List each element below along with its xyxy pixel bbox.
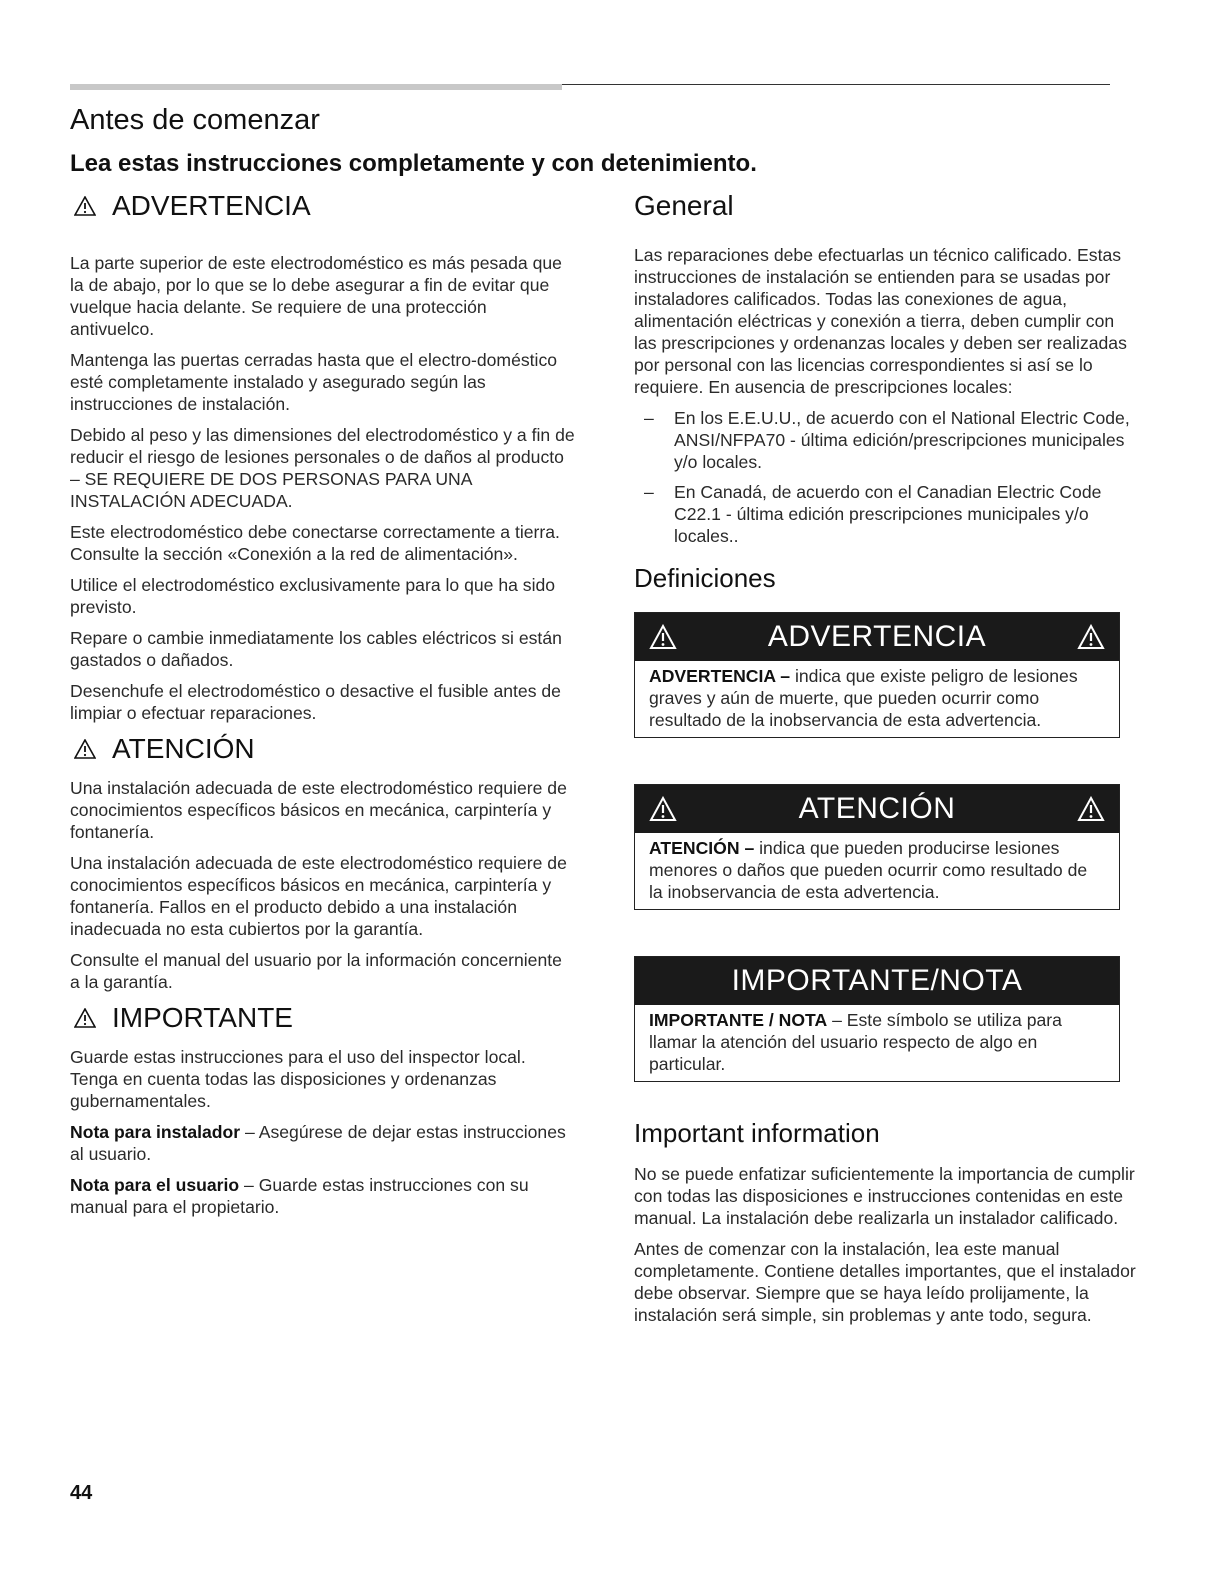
warning-triangle-icon <box>1077 796 1105 822</box>
page-number: 44 <box>70 1482 93 1504</box>
advertencia-paragraph: Mantenga las puertas cerradas hasta que el electro-doméstico esté completamente instalado y asegurado según las instrucciones de instalación. <box>70 350 558 414</box>
definition-box-advertencia <box>634 612 1120 738</box>
definition-box-importante <box>634 956 1120 1082</box>
advertencia-paragraph: Debido al peso y las dimensiones del electrodoméstico y a fin de reducir el riesgo de lesiones personales o de daños al producto – SE REQUIERE DE DOS PERSONAS PARA UNA INSTALACIÓN ADECUADA. <box>70 425 575 511</box>
definition-body <box>635 661 1119 737</box>
atencion-paragraph: Una instalación adecuada de este electrodoméstico requiere de conocimientos específicos básicos en mecánica, carpintería y fontanería. Fallos en el producto debido a una instalación inadecuada no esta cubiertos por la garantía. <box>70 853 567 939</box>
list-item: – En Canadá, de acuerdo con el Canadian Electric Code C22.1 - última edición prescripciones municipales y/o locales.. <box>634 481 1139 547</box>
list-item: – En los E.E.U.U., de acuerdo con el National Electric Code, ANSI/NFPA70 - última edición/prescripciones municipales y/o locales. <box>634 407 1139 473</box>
note-installer-label: Nota para instalador <box>70 1122 241 1142</box>
atencion-heading <box>70 733 575 765</box>
definition-text: indica que existe peligro de lesiones graves y aún de muerte, que pueden ocurrir como resultado de la inobservancia de esta advertencia. <box>649 666 1078 730</box>
warning-triangle-icon <box>1077 624 1105 650</box>
advertencia-heading <box>70 190 575 222</box>
importante-heading-text: IMPORTANTE <box>112 1002 293 1033</box>
atencion-paragraph: Una instalación adecuada de este electrodoméstico requiere de conocimientos específicos básicos en mecánica, carpintería y fontanería. <box>70 778 567 842</box>
definition-banner <box>635 785 1119 833</box>
definition-text: indica que pueden producirse lesiones menores o daños que pueden ocurrir como resultado de la inobservancia de esta advertencia. <box>649 838 1088 902</box>
header-rule-line <box>562 84 1110 85</box>
page-title: Antes de comenzar <box>70 104 320 136</box>
advertencia-paragraph: La parte superior de este electrodoméstico es más pesada que la de abajo, por lo que se lo debe asegurar a fin de evitar que vuelque hacia delante. Se requiere de una protección antivuelco. <box>70 253 562 339</box>
general-heading: General <box>634 190 734 221</box>
definition-banner-text: IMPORTANTE/NOTA <box>731 964 1023 997</box>
advertencia-heading-text: ADVERTENCIA <box>112 190 311 221</box>
right-column <box>634 190 1139 1335</box>
definition-lead: IMPORTANTE / NOTA <box>649 1010 828 1030</box>
general-paragraph: Las reparaciones debe efectuarlas un técnico calificado. Estas instrucciones de instalación se entienden para se usadas por instaladores calificados. Todas las conexiones de agua, alimentación eléctricas y conexión a tierra, deben cumplir con las prescripciones y ordenanzas locales y deben ser realizadas por personal con las licencias correspondientes si así se lo requiere. En ausencia de prescripciones locales: <box>634 245 1127 397</box>
page-subtitle: Lea estas instrucciones completamente y con detenimiento. <box>70 150 757 177</box>
important-info-heading: Important information <box>634 1118 880 1148</box>
note-user-text: – Guarde estas instrucciones con su manual para el propietario. <box>70 1175 529 1217</box>
note-user-label: Nota para el usuario <box>70 1175 240 1195</box>
left-column <box>70 190 575 1227</box>
definition-body <box>635 833 1119 909</box>
definition-box-atencion <box>634 784 1120 910</box>
warning-triangle-icon <box>74 739 96 759</box>
definiciones-heading: Definiciones <box>634 563 776 593</box>
important-info-paragraph: Antes de comenzar con la instalación, lea este manual completamente. Contiene detalles importantes, que el instalador debe observar. Siempre que se haya leído prolijamente, la instalación será simple, sin problemas y ante todo, segura. <box>634 1239 1136 1325</box>
advertencia-paragraph: Desenchufe el electrodoméstico o desactive el fusible antes de limpiar o efectuar reparaciones. <box>70 681 561 723</box>
atencion-paragraph: Consulte el manual del usuario por la información concerniente a la garantía. <box>70 950 562 992</box>
advertencia-paragraph: Utilice el electrodoméstico exclusivamente para lo que ha sido previsto. <box>70 575 556 617</box>
definition-lead: ATENCIÓN – <box>649 838 755 858</box>
importante-heading <box>70 1002 575 1034</box>
general-list <box>634 407 1139 547</box>
atencion-heading-text: ATENCIÓN <box>112 733 255 764</box>
warning-triangle-icon <box>74 1008 96 1028</box>
advertencia-paragraph: Este electrodoméstico debe conectarse correctamente a tierra. Consulte la sección «Conexión a la red de alimentación». <box>70 522 560 564</box>
definition-banner <box>635 957 1119 1005</box>
note-user <box>70 1174 575 1218</box>
header-rule-shaded <box>70 84 562 90</box>
warning-triangle-icon <box>74 196 96 216</box>
note-installer-text: – Asegúrese de dejar estas instrucciones al usuario. <box>70 1122 566 1164</box>
definition-banner-text: ATENCIÓN <box>798 792 956 825</box>
definition-body <box>635 1005 1119 1081</box>
definition-text: – Este símbolo se utiliza para llamar la atención del usuario respecto de algo en particular. <box>649 1010 1062 1074</box>
important-info-paragraph: No se puede enfatizar suficientemente la importancia de cumplir con todas las disposiciones e instrucciones contenidas en este manual. La instalación debe realizarla un instalador calificado. <box>634 1164 1135 1228</box>
advertencia-paragraph: Repare o cambie inmediatamente los cables eléctricos si están gastados o dañados. <box>70 628 562 670</box>
note-installer <box>70 1121 575 1165</box>
definition-banner-text: ADVERTENCIA <box>767 620 987 653</box>
definition-banner <box>635 613 1119 661</box>
definition-lead: ADVERTENCIA – <box>649 666 791 686</box>
importante-paragraph: Guarde estas instrucciones para el uso del inspector local. Tenga en cuenta todas las disposiciones y ordenanzas gubernamentales. <box>70 1047 526 1111</box>
warning-triangle-icon <box>649 796 677 822</box>
warning-triangle-icon <box>649 624 677 650</box>
